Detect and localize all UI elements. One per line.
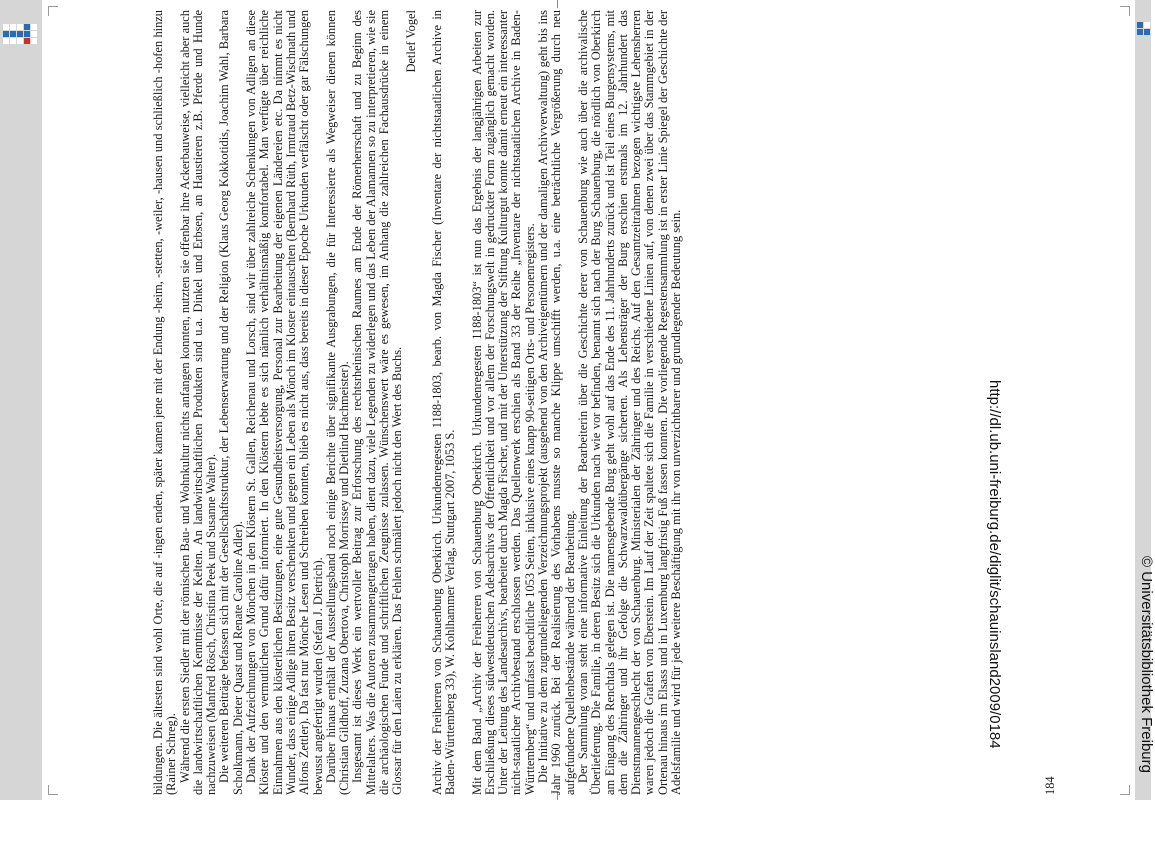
paragraph: Insgesamt ist dieses Werk ein wertvoller Beitrag zur Erforschung des rechtsrheinischen Raumes am Ende der Römerherrschaft und zu Beginn des Mittelalters. Was die Autoren zusammengetragen haben, dient dazu, viele Legenden zu widerlegen und das Leben der Alamannen so zu interpretieren, wie sie die archäologischen Funde und schriftlichen Zeugnisse zulassen. Wünschenswert wäre es gewesen, im Anhang die zahlreichen Fachausdrücke in einem Glossar für den Laien zu erklären. Das Fehlen schmälert jedoch nicht den Wert des Buchs.	[350, 10, 405, 795]
scanned-page	[42, 0, 1135, 800]
source-url[interactable]: http://dl.ub.uni-freiburg.de/diglit/schauinsland2009/0184	[986, 380, 1003, 749]
book-citation: Archiv der Freiherren von Schauenburg Oberkirch. Urkundenregesten 1188-1803, bearb. von Magda Fischer (Inventare der nichtstaatlichen Archive in Baden-Württemberg 33), W. Kohlhammer Verlag, Stuttgart 2007, 1053 S.	[429, 10, 458, 795]
copyright-notice: © Universitätsbibliothek Freiburg	[1138, 556, 1155, 773]
crop-mark	[48, 6, 58, 16]
crop-mark	[1120, 6, 1130, 16]
crop-mark	[1120, 785, 1130, 795]
paragraph: Die weiteren Beiträge befassen sich mit der Gesellschaftsstruktur, der Lebenserwartung und der Religion (Klaus Georg Kokkotidis, Joachim Wahl, Barbara Scholkmann, Dieter Quast und Renate Caroline Adler).	[217, 10, 245, 795]
page-number: 184	[1042, 776, 1057, 795]
review-schauenburg	[431, 10, 683, 795]
page-text-block	[152, 10, 1057, 795]
paragraph: Mit dem Band „Archiv der Freiherren von Schauenburg Oberkirch. Urkundenregesten 1188-1803“ ist nun das Ergebnis der langjährigen Arbeiten zur Erschließung dieses südwestdeutschen Adelsarchivs der Öffentlichkeit und vor allem der Forschungswelt in gedruckter Form zugänglich gemacht worden. Unter der Leitung des Landesarchivs, bearbeitet durch Magda Fischer, und mit der Unterstützung der Stiftung Kulturgut konnte damit erneut ein interessanter nicht-staatlicher Archivbestand erschlossen werden. Das Quellenwerk erschien als Band 33 der Reihe „Inventare der nichtstaatlichen Archive in Baden-Württemberg“ und umfasst beachtliche 1053 Seiten, inklusive eines knapp 90-seitigen Orts- und Personenregisters.	[469, 10, 537, 795]
crop-mark	[557, 0, 558, 8]
review-author: Detlef Vogel	[403, 10, 418, 73]
paragraph: Darüber hinaus enthält der Ausstellungsband noch einige Berichte über signifikante Ausgrabungen, die für Interessierte als Wegweiser dienen können (Christian Gildhoff, Zuzana Obertova, Christoph Morrissey und Dietlind Hachmeister).	[323, 10, 352, 795]
paragraph: Während die ersten Siedler mit der römischen Bau- und Wohnkultur nichts anfangen konnten, nutzten sie offenbar ihre Ackerbauweise, vielleicht aber auch die landwirtschaftlichen Kenntnisse der Kelten. An landwirtschaftlichen Produkten sind u.a. Dinkel und Erbsen, an Haustieren z.B. Pferde und Hunde nachzuweisen (Manfred Rösch, Christina Peek und Susanne Walter).	[177, 10, 219, 795]
paragraph: Die Initiative zu dem zugrundeliegenden Verzeichnungsprojekt (ausgehend von den Archiveigentümern und der damaligen Archivverwaltung) geht bis ins Jahr 1960 zurück. Bei der Realisierung des Vorhabens musste so manche Klippe umschifft werden, u.a. eine beträchtliche Vergrößerung durch neu aufgefundene Quellenbestände während der Bearbeitung.	[536, 10, 577, 795]
library-logo-icon-right	[1137, 22, 1150, 35]
viewer-left-margin	[0, 0, 42, 800]
library-logo-icon	[3, 24, 37, 44]
paragraph: Dank der Aufzeichnungen von Mönchen in den Klöstern St. Gallen, Reichenau und Lorsch, sind wir über zahlreiche Schenkungen von Adligen an diese Klöster und den vermutlichen Grund dafür informiert. In den Klöstern lebte es sich nämlich verhältnismäßig komfortabel. Man verfügte über reichliche Einnahmen aus den klösterlichen Besitzungen, eine gute Gesundheitsversorgung, Personal zur Bearbeitung der eigenen Ländereien etc. Da nimmt es nicht Wunder, dass einige Adlige ihren Besitz verschenkten und gegen ein Leben als Mönch im Kloster eintauschten (Bernhard Rüth, Irmtraud Betz-Wischnath und Alfons Zettler). Da fast nur Mönche Lesen und Schreiben konnten, blieb es nicht aus, dass bereits in dieser Epoche Urkunden verfälscht oder gar Fälschungen bewusst angefertigt wurden (Stefan J. Dietrich).	[244, 10, 325, 795]
crop-mark	[48, 785, 58, 795]
review-alamannen	[152, 10, 418, 795]
paragraph: Der Sammlung voran steht eine informative Einleitung der Bearbeiterin über die Geschichte derer von Schauenburg wie auch über die archivalische Überlieferung. Die Familie, in deren Besitz sich die Urkunden nach wie vor befinden, benannt sich nach der Burg Schauenburg, die nördlich von Oberkirch am Eingang des Renchtals gelegen ist. Die namensgebende Burg geht wohl auf das Ende des 11. Jahrhunderts zurück und ist Teil eines Burgensystems, mit dem die Zähringer und ihr Gefolge die Schwarzwaldübergänge sicherten. Als Lehensträger der Burg erschien erstmals im 12. Jahrhundert das Dienstmannengeschlecht der von Schauenburg. Ministerialen der Zähringer und des Reichs. Auf den Gesamtzeitrahmen bezogen wichtigste Lehensherren waren jedoch die Grafen von Eberstein. Im Lauf der Zeit spaltete sich die Familie in verschiedene Linien auf, von denen zwei über das Stammgebiet in der Ortenau hinaus im Elsass und in Luxemburg langfristig Fuß fassen konnten. Die vorliegende Regestensammlung ist in erster Linie Spiegel der Geschichte der Adelsfamilie und wird für jede weitere Beschäftigung mit ihr von unverzichtbarer und grundlegender Bedeutung sein.	[575, 10, 683, 795]
paragraph: bildungen. Die ältesten sind wohl Orte, die auf -ingen enden, später kamen jene mit der Endung -heim, -stetten, -weiler, -hausen und schließlich -hofen hinzu (Rainer Schreg).	[151, 10, 179, 795]
